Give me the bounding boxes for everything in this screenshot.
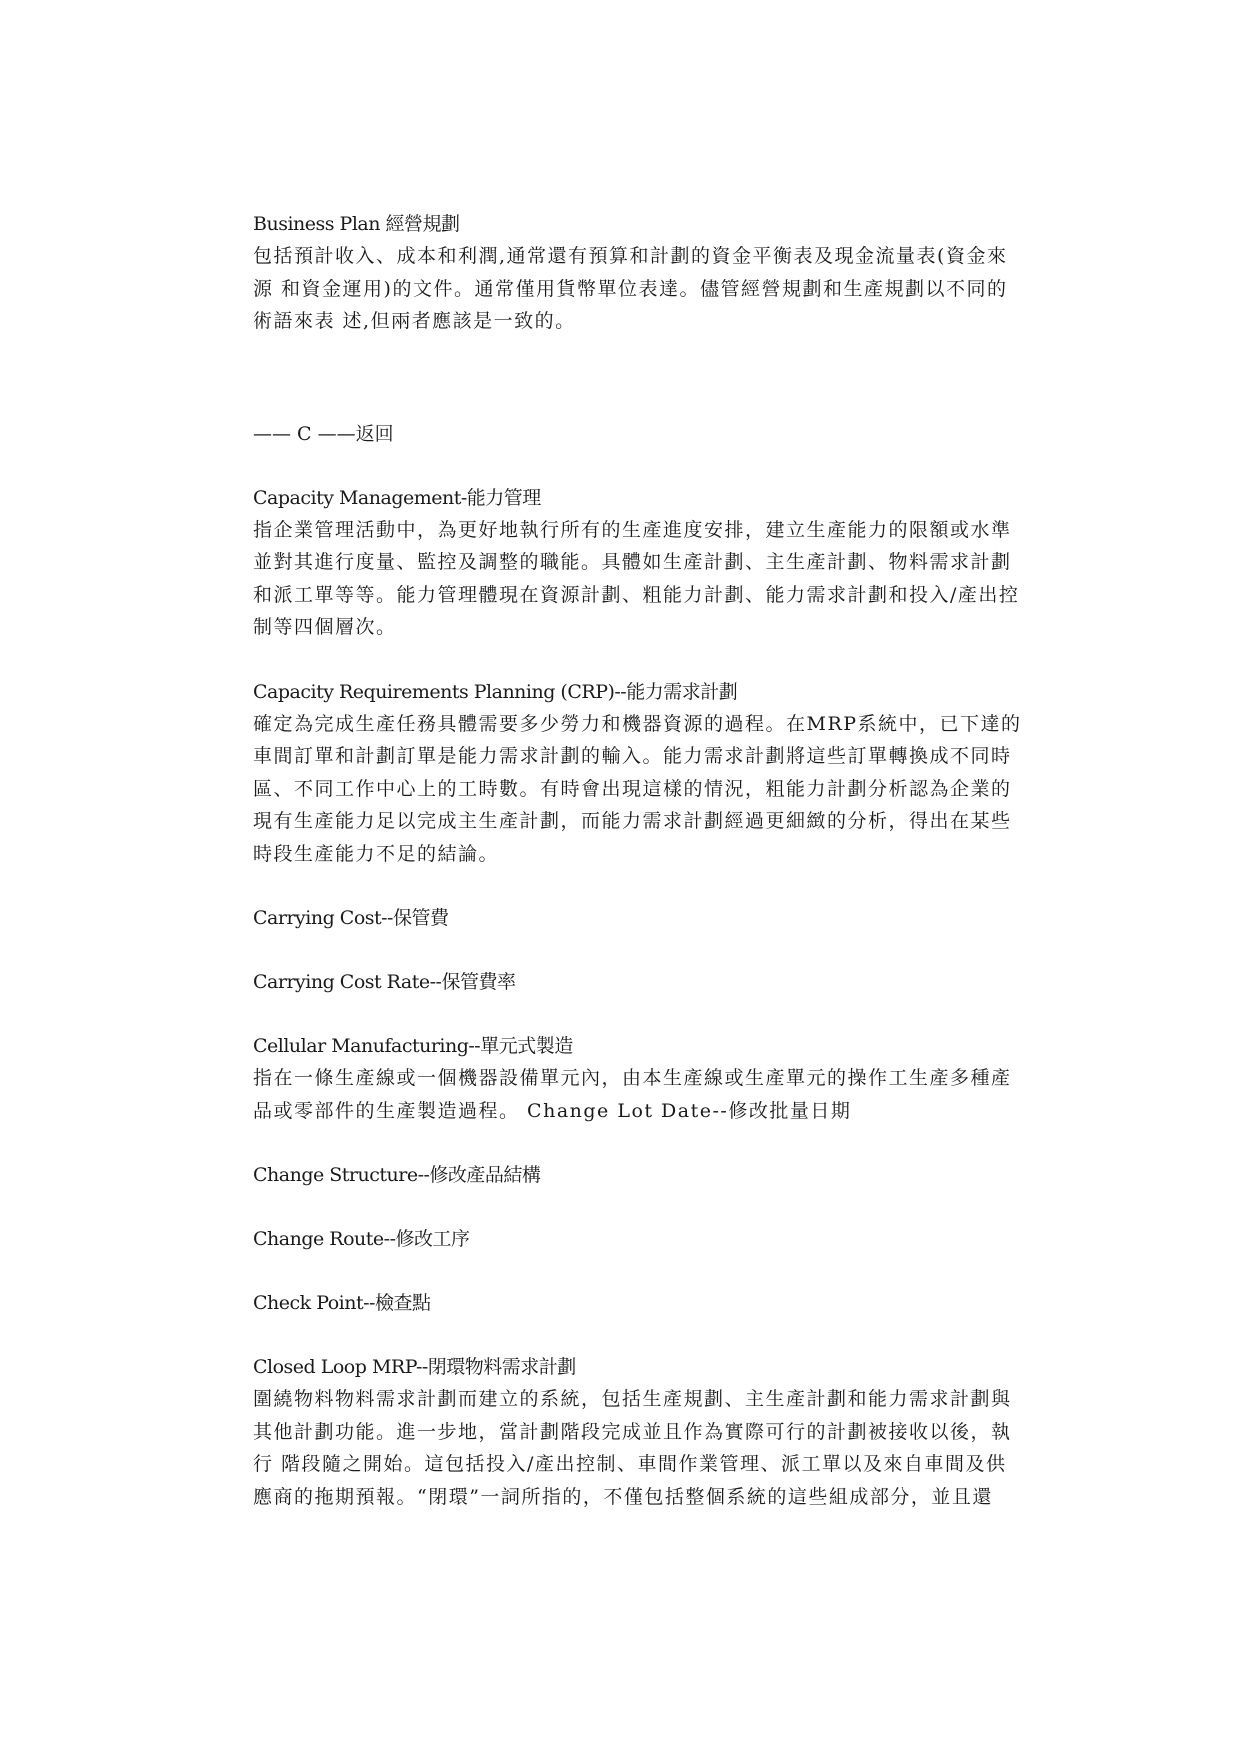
definition-cellular-manufacturing [253, 1062, 1063, 1127]
term-crp: Capacity Requirements Planning (CRP)--能力需求計劃 [253, 680, 738, 703]
definition-line: 術語來表 述,但兩者應該是一致的。 [253, 310, 576, 332]
definition-line: 源 和資金運用)的文件。通常僅用貨幣單位表達。儘管經營規劃和生產規劃以不同的 [253, 277, 1008, 300]
definition-line: 圍繞物料物料需求計劃而建立的系統，包括生產規劃、主生產計劃和能力需求計劃與 [253, 1388, 1012, 1410]
term-business-plan: Business Plan 經營規劃 [253, 213, 460, 235]
term-cellular-manufacturing: Cellular Manufacturing--單元式製造 [253, 1035, 573, 1057]
definition-line: 行 階段隨之開始。這包括投入/產出控制、車間作業管理、派工單以及來自車間及供 [253, 1453, 1007, 1475]
definition-line: 應商的拖期預報。“閉環”一詞所指的，不僅包括整個系統的這些組成部分，並且還 [253, 1485, 993, 1508]
definition-line: 包括預計收入、成本和利潤,通常還有預算和計劃的資金平衡表及現金流量表(資金來 [253, 245, 1008, 267]
definition-line: 品或零部件的生產製造過程。 Change Lot Date--修改批量日期 [253, 1099, 852, 1122]
definition-line: 並對其進行度量、監控及調整的職能。具體如生產計劃、主生產計劃、物料需求計劃 [253, 551, 1012, 573]
term-closed-loop-mrp: Closed Loop MRP--閉環物料需求計劃 [253, 1356, 576, 1378]
term-carrying-cost-rate: Carrying Cost Rate--保管費率 [253, 971, 516, 993]
definition-capacity-management [253, 514, 1063, 644]
definition-line: 指在一條生產線或一個機器設備單元內，由本生產線或生產單元的操作工生產多種產 [253, 1067, 1012, 1089]
definition-business-plan [253, 240, 1063, 338]
definition-line: 車間訂單和計劃訂單是能力需求計劃的輸入。能力需求計劃將這些訂單轉換成不同時 [253, 745, 1012, 767]
term-carrying-cost: Carrying Cost--保管費 [253, 907, 449, 929]
term-change-route: Change Route--修改工序 [253, 1228, 470, 1250]
term-capacity-management: Capacity Management-能力管理 [253, 486, 541, 509]
definition-line: 指企業管理活動中，為更好地執行所有的生產進度安排，建立生產能力的限額或水準 [253, 518, 1012, 541]
definition-crp [253, 708, 1063, 871]
definition-line: 現有生產能力足以完成主生產計劃，而能力需求計劃經過更細緻的分析，得出在某些 [253, 810, 1012, 832]
definition-line: 確定為完成生產任務具體需要多少勞力和機器資源的過程。在MRP系統中，已下達的 [253, 712, 1022, 735]
document-body [253, 208, 1063, 1513]
term-change-structure: Change Structure--修改產品結構 [253, 1164, 541, 1186]
definition-line: 區、不同工作中心上的工時數。有時會出現這樣的情況，粗能力計劃分析認為企業的 [253, 777, 1012, 800]
definition-line: 和派工單等等。能力管理體現在資源計劃、粗能力計劃、能力需求計劃和投入/產出控 [253, 583, 1020, 606]
term-check-point: Check Point--檢查點 [253, 1292, 431, 1314]
definition-line: 制等四個層次。 [253, 616, 397, 638]
definition-line: 其他計劃功能。進一步地，當計劃階段完成並且作為實際可行的計劃被接收以後，執 [253, 1420, 1012, 1443]
definition-closed-loop-mrp [253, 1383, 1063, 1513]
definition-line: 時段生產能力不足的結論。 [253, 842, 500, 865]
section-c-return-link[interactable]: —— C ——返回 [253, 422, 394, 445]
